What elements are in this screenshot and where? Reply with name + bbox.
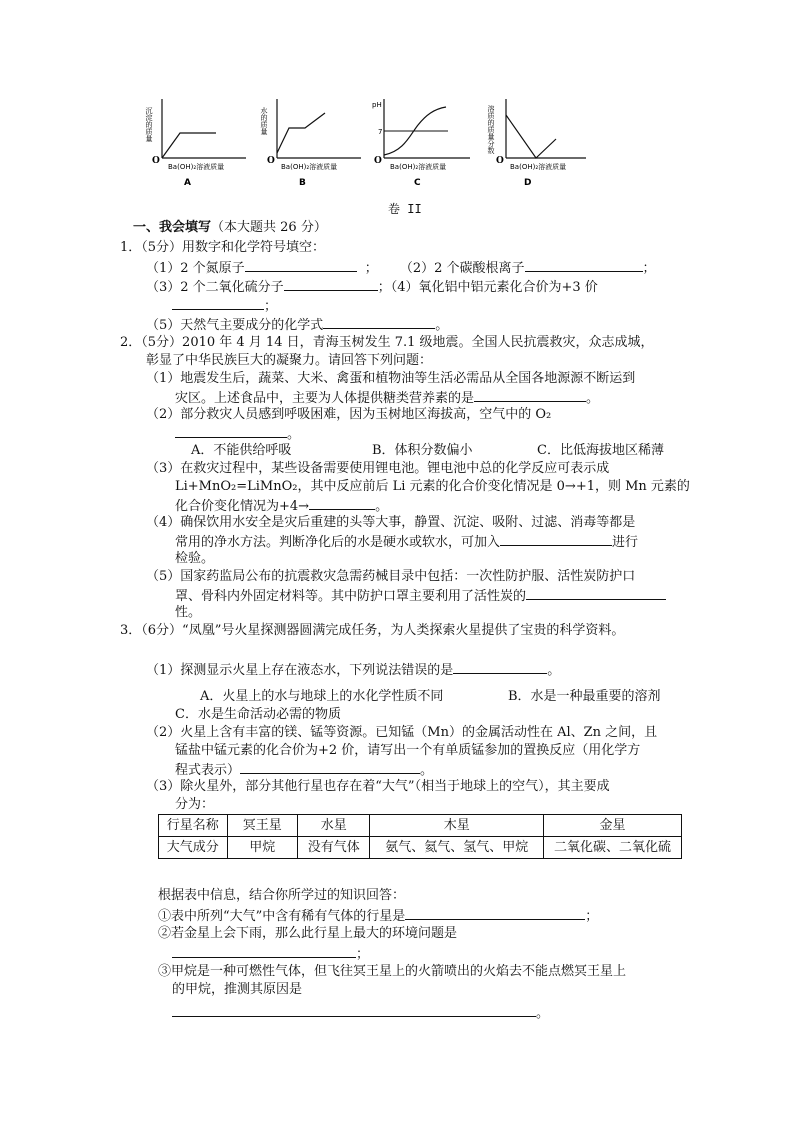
q3-s1: （1）探测显示火星上存在液态水，下列说法错误的是 [146, 663, 454, 678]
table-cell: 行星名称 [159, 815, 228, 837]
q2-s2-end: 。 [287, 427, 301, 442]
q2-blank1[interactable] [474, 388, 586, 402]
q3-s3a: （3）除火星外，部分其他行星也存在着“大气”（相当于地球上的空气），其主要成 [146, 779, 610, 794]
q1-blank3[interactable] [284, 277, 378, 291]
q2-optC: C．比低海拔地区稀薄 [537, 443, 664, 458]
q1-stem: （5分）用数字和化学符号填空： [141, 240, 326, 255]
q3-blank3[interactable] [405, 906, 585, 920]
q2-s1a: （1）地震发生后，蔬菜、大米、禽蛋和植物油等生活必需品从全国各地源源不断运到 [146, 371, 636, 386]
graph-a [140, 95, 250, 190]
q3-c3a: ③甲烷是一种可燃性气体，但飞往冥王星上的火箭喷出的火焰去不能点燃冥王星上 [158, 964, 627, 979]
q1-p1-end: ； [364, 261, 378, 276]
q1-blank2[interactable] [525, 258, 643, 272]
q2-s3c-end: 。 [375, 499, 389, 514]
table-cell: 二氧化碳、二氧化硫 [544, 837, 682, 859]
graph-a-ylabel: 沉淀的质量 [145, 107, 153, 142]
q1-num: 1． [120, 240, 142, 255]
graph-b-xlabel: Ba(OH)₂溶液质量 [281, 163, 338, 171]
q1-blank5[interactable] [323, 315, 435, 329]
graph-b-curve [277, 113, 325, 153]
table-cell: 金星 [544, 815, 682, 837]
graph-c-xlabel: Ba(OH)₂溶液质量 [390, 163, 447, 171]
graph-d-letter: D [524, 178, 532, 188]
q3-s1-end: 。 [547, 663, 561, 678]
planet-atmosphere-table [158, 814, 682, 859]
q3-blank2[interactable] [240, 760, 420, 774]
graph-b-origin: O [267, 156, 275, 166]
q1-line1 [146, 258, 656, 278]
q2-stem1: （5分）2010 年 4 月 14 日，青海玉树发生 7.1 级地震。全国人民抗震救灾，众志成城， [141, 335, 654, 350]
q3-optA: A．火星上的水与地球上的水化学性质不同 [200, 689, 444, 704]
q3-s3b: 分为： [175, 797, 215, 812]
q1-p3-end: ；（4）氧化铝中铝元素化合价为+3 价 [377, 280, 598, 295]
q2-stem2: 彰显了中华民族巨大的凝聚力。请回答下列问题： [146, 353, 433, 368]
q3-c3-blank-line [172, 1003, 549, 1023]
q2-s5c: 性。 [175, 605, 202, 620]
q1-blank4[interactable] [172, 296, 264, 310]
q3-optC: C．水是生命活动必需的物质 [175, 707, 341, 722]
q3-stem: （6分）“凤凰”号火星探测器圆满完成任务，为人类探索火星提供了宝贵的科学资料。 [141, 623, 625, 638]
q2-s4b: 常用的净水方法。判断净化后的水是硬水或软水，可加入 [175, 535, 501, 550]
q3-c3-end: 。 [536, 1006, 550, 1021]
q3-c1-end: ； [585, 909, 599, 924]
q1-p5: （5）天然气主要成分的化学式 [146, 318, 324, 333]
q1-p5-end: 。 [435, 318, 449, 333]
q3-optB: B．水是一种最重要的溶剂 [508, 689, 661, 704]
graph-c-ylabel: pH [372, 101, 382, 109]
q3-s2a: （2）火星上含有丰富的镁、锰等资源。已知锰（Mn）的金属活动性在 Al、Zn 之间，且 [146, 725, 658, 740]
q2-s4b-line [175, 532, 638, 552]
q2-s3a: （3）在救灾过程中，某些设备需要使用锂电池。锂电池中总的化学反应可表示成 [146, 461, 610, 476]
graph-a-letter: A [184, 178, 191, 188]
q1-p2: （2）2 个碳酸根离子 [399, 261, 525, 276]
table-cell: 大气成分 [159, 837, 228, 859]
graph-d [482, 95, 592, 190]
table-cell: 甲烷 [227, 837, 297, 859]
q3-c2-blank-line [172, 944, 369, 964]
q2-blank2[interactable] [175, 424, 287, 438]
q2-s4c: 检验。 [175, 551, 215, 566]
q3-c3b: 的甲烷，推测其原因是 [172, 982, 303, 997]
q1-p4-end: ； [264, 299, 278, 314]
graph-d-origin: O [496, 156, 504, 166]
q3-c2-end: ； [356, 947, 370, 962]
q2-s2: （2）部分救灾人员感到呼吸困难，因为玉树地区海拔高，空气中的 O₂ [146, 407, 552, 422]
section-note: （本大题共 26 分） [211, 220, 327, 235]
graph-b-letter: B [299, 178, 306, 188]
q2-blank5[interactable] [526, 586, 666, 600]
q2-s5b-line [175, 586, 666, 606]
table-cell: 没有气体 [297, 837, 369, 859]
q2-optB: B．体积分数偏小 [372, 443, 473, 458]
q2-optA: A．不能供给呼吸 [191, 443, 292, 458]
q3-c1: ①表中所列“大气”中含有稀有气体的行星是 [158, 909, 406, 924]
q2-s5a: （5）国家药监局公布的抗震救灾急需药械目录中包括：一次性防护服、活性炭防护口 [146, 569, 636, 584]
q2-stem-line1 [120, 334, 654, 352]
q3-s2c: 程式表示） [175, 763, 241, 778]
graph-d-curve [506, 115, 556, 158]
q1-blank1[interactable] [245, 258, 357, 272]
q2-blank4[interactable] [500, 532, 612, 546]
q2-num: 2． [120, 335, 142, 350]
q2-s4a: （4）确保饮用水安全是灾后重建的头等大事，静置、沉淀、吸附、过滤、消毒等都是 [146, 515, 636, 530]
q3-options-line1 [200, 688, 661, 706]
q2-options [191, 442, 664, 460]
q3-c1-line [158, 906, 598, 926]
graph-c [370, 95, 480, 190]
volume-title: 卷 II [388, 202, 422, 216]
graph-d-ylabel: 溶质的质量分数 [487, 105, 495, 154]
graph-d-xlabel: Ba(OH)₂溶液质量 [510, 163, 567, 171]
q3-stem-line [120, 622, 624, 640]
table-cell: 木星 [370, 815, 544, 837]
table-row [159, 837, 682, 859]
graph-c-letter: C [414, 178, 421, 188]
graph-b-ylabel: 水的质量 [260, 107, 268, 135]
q2-s1b-end: 。 [586, 391, 600, 406]
q1-p3: （3）2 个二氧化硫分子 [146, 280, 284, 295]
q3-s1-line [146, 660, 560, 680]
q3-blank5[interactable] [172, 1003, 536, 1017]
section-title: 一、我会填写 [133, 220, 212, 235]
table-cell: 水星 [297, 815, 369, 837]
graph-b [255, 95, 365, 190]
section-heading [133, 219, 327, 237]
graph-a-xlabel: Ba(OH)₂溶液质量 [168, 163, 225, 171]
graph-a-origin: O [152, 156, 160, 166]
graph-c-tick: 7 [378, 128, 383, 136]
q1-line2 [146, 277, 598, 297]
q2-s3b: Li+MnO₂=LiMnO₂，其中反应前后 Li 元素的化合价变化情况是 0→+1，则 Mn 元素的 [175, 479, 690, 494]
graph-a-curve [162, 133, 216, 158]
table-cell: 氨气、氦气、氢气、甲烷 [370, 837, 544, 859]
q3-s2b: 锰盐中锰元素的化合价为+2 价，请写出一个有单质锰参加的置换反应（用化学方 [175, 743, 641, 758]
q3-blank1[interactable] [453, 660, 547, 674]
q3-after: 根据表中信息，结合你所学过的知识回答： [158, 888, 406, 903]
graph-c-origin: O [374, 156, 382, 166]
q2-s1b: 灾区。上述食品中，主要为人体提供糖类营养素的是 [175, 391, 475, 406]
q1-line4 [146, 315, 448, 335]
q1-p1: （1）2 个氮原子 [146, 261, 245, 276]
q2-s3c-line [175, 496, 388, 516]
q2-s2-blank-line [175, 424, 300, 444]
table-cell: 冥王星 [227, 815, 297, 837]
q2-blank3[interactable] [309, 496, 375, 510]
q3-s2c-end: 。 [420, 763, 434, 778]
q1-p2-end: ； [642, 261, 656, 276]
q2-s5b: 罩、骨科内外固定材料等。其中防护口罩主要利用了活性炭的 [175, 589, 527, 604]
table-row [159, 815, 682, 837]
q2-s4b-end: 进行 [612, 535, 639, 550]
q2-s1b-line [175, 388, 599, 408]
q3-s2c-line [175, 760, 433, 780]
q1-line3 [172, 296, 277, 316]
q3-blank4[interactable] [172, 944, 356, 958]
q3-c2: ②若金星上会下雨，那么此行星上最大的环境问题是 [158, 926, 458, 941]
q3-num: 3． [120, 623, 142, 638]
q1-stem-line [120, 239, 325, 257]
q2-s3c: 化合价变化情况为+4→ [175, 499, 310, 514]
